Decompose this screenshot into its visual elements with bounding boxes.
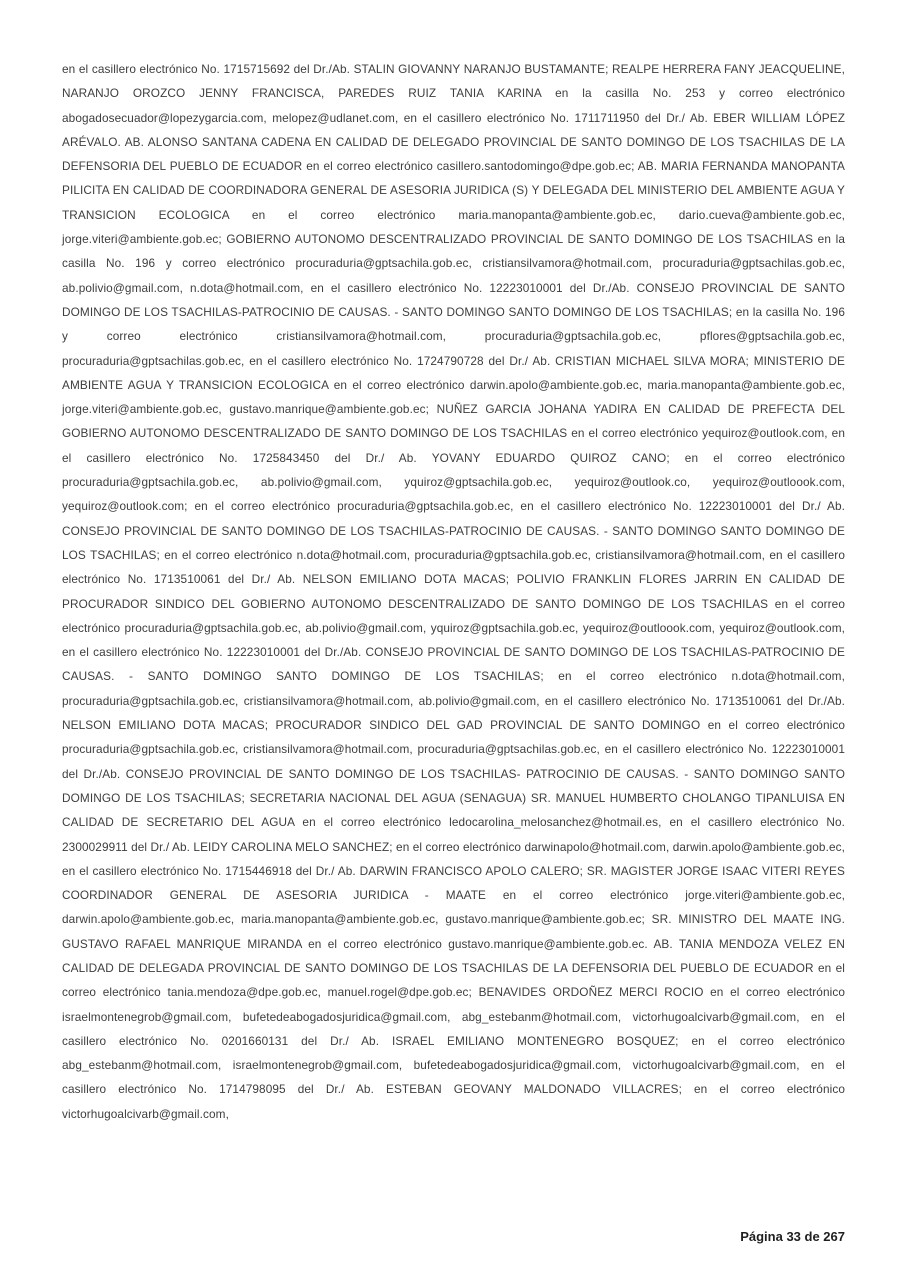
document-body-paragraph: en el casillero electrónico No. 1715715692 del Dr./Ab. STALIN GIOVANNY NARANJO BUSTAMANTE; REALPE HERRERA FANY JEACQUELINE, NARANJO OROZCO JENNY FRANCISCA, PAREDES RUIZ TANIA KARINA en la casilla No. 253 y correo electrónico abogadosecuador@lopezygarcia.com, melopez@udlanet.com, en el casillero electrónico No. 1711711950 del Dr./ Ab. EBER WILLIAM LÓPEZ ARÉVALO. AB. ALONSO SANTANA CADENA EN CALIDAD DE DELEGADO PROVINCIAL DE SANTO DOMINGO DE LOS TSACHILAS DE LA DEFENSORIA DEL PUEBLO DE ECUADOR en el correo electrónico casillero.santodomingo@dpe.gob.ec; AB. MARIA FERNANDA MANOPANTA PILICITA EN CALIDAD DE COORDINADORA GENERAL DE ASESORIA JURIDICA (S) Y DELEGADA DEL MINISTERIO DEL AMBIENTE AGUA Y TRANSICION ECOLOGICA en el correo electrónico maria.manopanta@ambiente.gob.ec, dario.cueva@ambiente.gob.ec, jorge.viteri@ambiente.gob.ec; GOBIERNO AUTONOMO DESCENTRALIZADO PROVINCIAL DE SANTO DOMINGO DE LOS TSACHILAS en la casilla No. 196 y correo electrónico procuraduria@gptsachila.gob.ec, cristiansilvamora@hotmail.com, procuraduria@gptsachilas.gob.ec, ab.polivio@gmail.com, n.dota@hotmail.com, en el casillero electrónico No. 12223010001 del Dr./Ab. CONSEJO PROVINCIAL DE SANTO DOMINGO DE LOS TSACHILAS-PATROCINIO DE CAUSAS. - SANTO DOMINGO SANTO DOMINGO DE LOS TSACHILAS; en la casilla No. 196 y correo electrónico cristiansilvamora@hotmail.com, procuraduria@gptsachila.gob.ec, pflores@gptsachila.gob.ec, procuraduria@gptsachilas.gob.ec, en el casillero electrónico No. 1724790728 del Dr./ Ab. CRISTIAN MICHAEL SILVA MORA; MINISTERIO DE AMBIENTE AGUA Y TRANSICION ECOLOGICA en el correo electrónico darwin.apolo@ambiente.gob.ec, maria.manopanta@ambiente.gob.ec, jorge.viteri@ambiente.gob.ec, gustavo.manrique@ambiente.gob.ec; NUÑEZ GARCIA JOHANA YADIRA EN CALIDAD DE PREFECTA DEL GOBIERNO AUTONOMO DESCENTRALIZADO DE SANTO DOMINGO DE LOS TSACHILAS en el correo electrónico yequiroz@outlook.com, en el casillero electrónico No. 1725843450 del Dr./ Ab. YOVANY EDUARDO QUIROZ CANO; en el correo electrónico procuraduria@gptsachila.gob.ec, ab.polivio@gmail.com, yquiroz@gptsachila.gob.ec, yequiroz@outlook.co, yequiroz@outloook.com, yequiroz@outlook.com; en el correo electrónico procuraduria@gptsachila.gob.ec, en el casillero electrónico No. 12223010001 del Dr./ Ab. CONSEJO PROVINCIAL DE SANTO DOMINGO DE LOS TSACHILAS-PATROCINIO DE CAUSAS. - SANTO DOMINGO SANTO DOMINGO DE LOS TSACHILAS; en el correo electrónico n.dota@hotmail.com, procuraduria@gptsachila.gob.ec, cristiansilvamora@hotmail.com, en el casillero electrónico No. 1713510061 del Dr./ Ab. NELSON EMILIANO DOTA MACAS; POLIVIO FRANKLIN FLORES JARRIN EN CALIDAD DE PROCURADOR SINDICO DEL GOBIERNO AUTONOMO DESCENTRALIZADO DE SANTO DOMINGO DE LOS TSACHILAS en el correo electrónico procuraduria@gptsachila.gob.ec, ab.polivio@gmail.com, yquiroz@gptsachila.gob.ec, yequiroz@outloook.com, yequiroz@outlook.com, en el casillero electrónico No. 12223010001 del Dr./Ab. CONSEJO PROVINCIAL DE SANTO DOMINGO DE LOS TSACHILAS-PATROCINIO DE CAUSAS. - SANTO DOMINGO SANTO DOMINGO DE LOS TSACHILAS; en el correo electrónico n.dota@hotmail.com, procuraduria@gptsachila.gob.ec, cristiansilvamora@hotmail.com, ab.polivio@gmail.com, en el casillero electrónico No. 1713510061 del Dr./Ab. NELSON EMILIANO DOTA MACAS; PROCURADOR SINDICO DEL GAD PROVINCIAL DE SANTO DOMINGO en el correo electrónico procuraduria@gptsachila.gob.ec, cristiansilvamora@hotmail.com, procuraduria@gptsachilas.gob.ec, en el casillero electrónico No. 12223010001 del Dr./Ab. CONSEJO PROVINCIAL DE SANTO DOMINGO DE LOS TSACHILAS- PATROCINIO DE CAUSAS. - SANTO DOMINGO SANTO DOMINGO DE LOS TSACHILAS; SECRETARIA NACIONAL DEL AGUA (SENAGUA) SR. MANUEL HUMBERTO CHOLANGO TIPANLUISA EN CALIDAD DE SECRETARIO DEL AGUA en el correo electrónico ledocarolina_melosanchez@hotmail.es, en el casillero electrónico No. 2300029911 del Dr./ Ab. LEIDY CAROLINA MELO SANCHEZ; en el correo electrónico darwinapolo@hotmail.com, darwin.apolo@ambiente.gob.ec, en el casillero electrónico No. 1715446918 del Dr./ Ab. DARWIN FRANCISCO APOLO CALERO; SR. MAGISTER JORGE ISAAC VITERI REYES COORDINADOR GENERAL DE ASESORIA JURIDICA - MAATE en el correo electrónico jorge.viteri@ambiente.gob.ec, darwin.apolo@ambiente.gob.ec, maria.manopanta@ambiente.gob.ec, gustavo.manrique@ambiente.gob.ec; SR. MINISTRO DEL MAATE ING. GUSTAVO RAFAEL MANRIQUE MIRANDA en el correo electrónico gustavo.manrique@ambiente.gob.ec. AB. TANIA MENDOZA VELEZ EN CALIDAD DE DELEGADA PROVINCIAL DE SANTO DOMINGO DE LOS TSACHILAS DE LA DEFENSORIA DEL PUEBLO DE ECUADOR en el correo electrónico tania.mendoza@dpe.gob.ec, manuel.rogel@dpe.gob.ec; BENAVIDES ORDOÑEZ MERCI ROCIO en el correo electrónico israelmontenegrob@gmail.com, bufetedeabogadosjuridica@gmail.com, abg_estebanm@hotmail.com, victorhugoalcivarb@gmail.com, en el casillero electrónico No. 0201660131 del Dr./ Ab. ISRAEL EMILIANO MONTENEGRO BOSQUEZ; en el correo electrónico abg_estebanm@hotmail.com, israelmontenegrob@gmail.com, bufetedeabogadosjuridica@gmail.com, victorhugoalcivarb@gmail.com, en el casillero electrónico No. 1714798095 del Dr./ Ab. ESTEBAN GEOVANY MALDONADO VILLACRES; en el correo electrónico victorhugoalcivarb@gmail.com, xyxy=(62,62,845,1121)
page-number-label: Página 33 de 267 xyxy=(740,1229,845,1244)
page-footer xyxy=(740,1228,845,1246)
